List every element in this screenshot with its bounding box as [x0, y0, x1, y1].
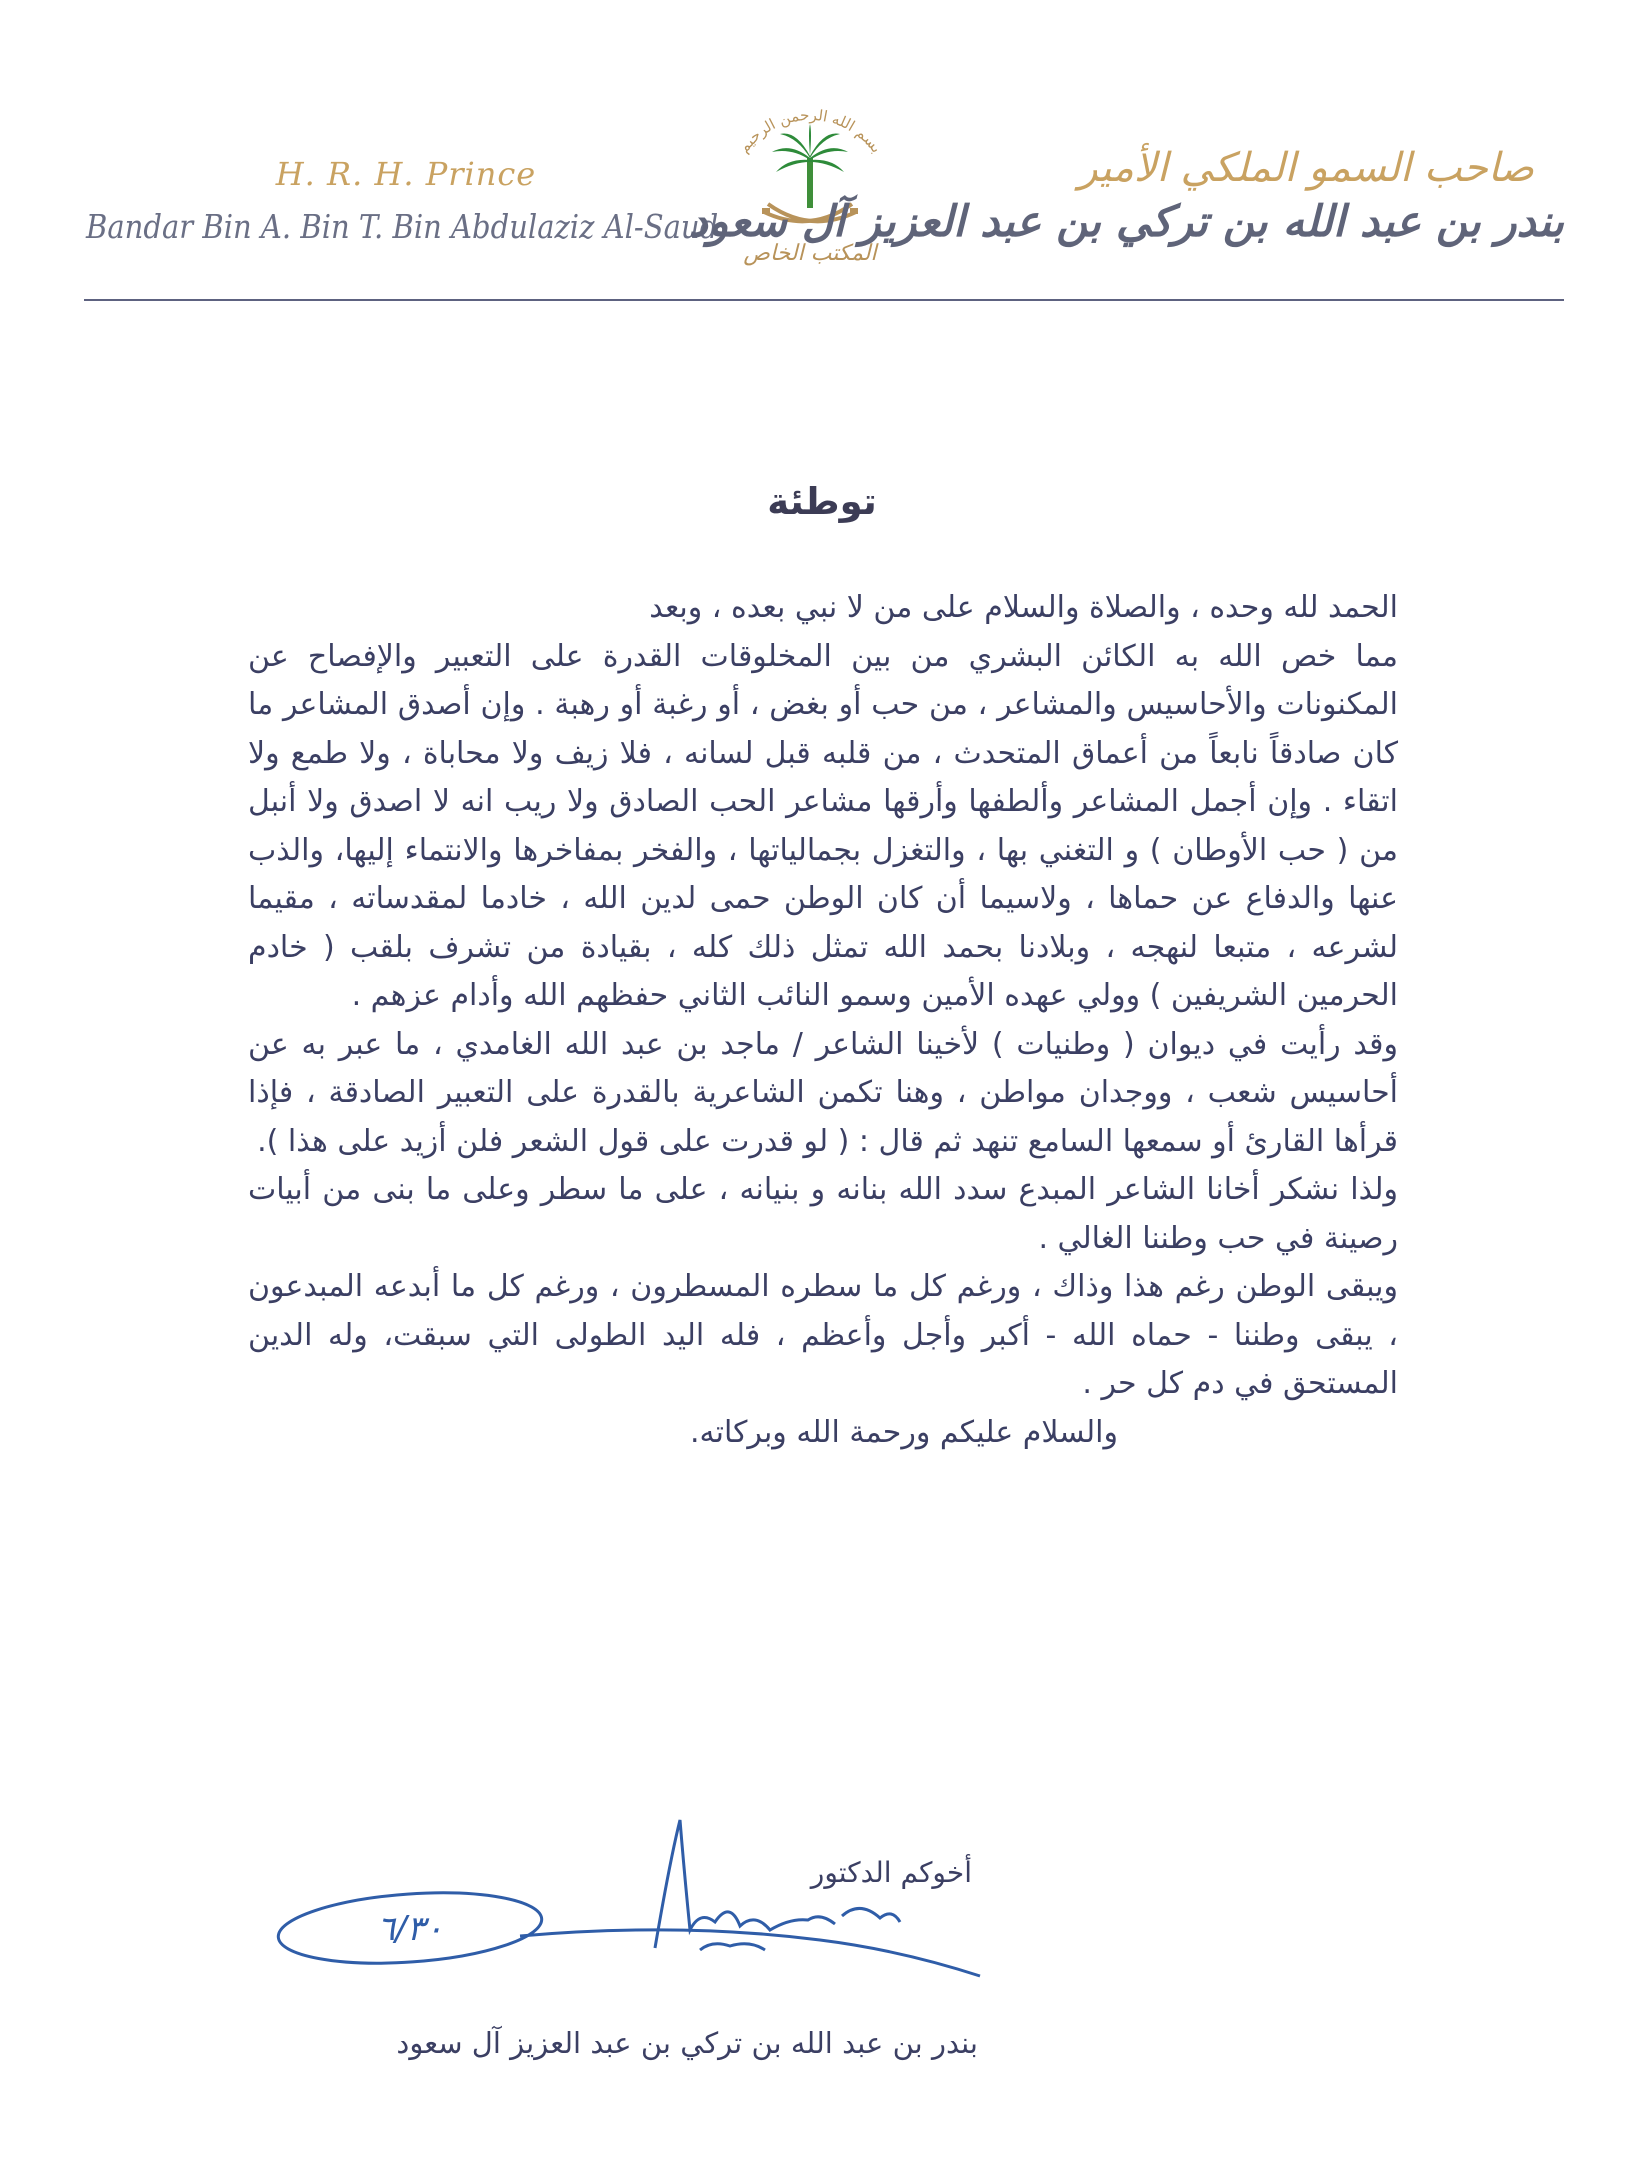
paragraph-homeland-love: مما خص الله به الكائن البشري من بين المخلوقات القدرة على التعبير والإفصاح عن المكنونات والأحاسيس والمشاعر ، من حب أو بغض ، أو رغبة أو رهبة . وإن أصدق المشاعر ما كان صادقاً نابعاً من أعماق المتحدث ، من قلبه قبل لسانه ، فلا زيف ولا محاباة ، ولا طمع ولا اتقاء . وإن أجمل المشاعر وألطفها وأرقها مشاعر الحب الصادق ولا ريب انه لا اصدق ولا أنبل من ( حب الأوطان ) و التغني بها ، والتغزل بجمالياتها ، والفخر بمفاخرها والانتماء إليها، والذب عنها والدفاع عن حماها ، ولاسيما أن كان الوطن حمى لدين الله ، خادما لمقدساته ، مقيما لشرعه ، متبعا لنهجه ، وبلادنا بحمد الله تمثل ذلك كله ، بقيادة من تشرف بلقب ( خادم الحرمين الشريفين ) وولي عهده الأمين وسمو النائب الثاني حفظهم الله وأدام عزهم . — [248, 638, 1398, 1013]
signature-intro: أخوكم الدكتور — [810, 1856, 972, 1889]
letterhead-english — [86, 155, 719, 246]
emblem-office-text: المكتب الخاص — [743, 241, 877, 266]
signature-block — [260, 1800, 1000, 2140]
letterhead-arabic — [688, 145, 1564, 247]
paragraph-homeland-remains: ويبقى الوطن رغم هذا وذاك ، ورغم كل ما سطره المسطرون ، ورغم كل ما أبدعه المبدعون ، يبقى وطننا - حماه الله - أكبر وأجل وأعظم ، فله اليد الطولى التي سبقت، وله الدين المستحق في دم كل حر . — [248, 1269, 1398, 1401]
signature-date-note: ٦/٣٠ — [376, 1909, 444, 1949]
handwritten-signature-icon — [260, 1800, 1000, 2030]
paragraph-opening: الحمد لله وحده ، والصلاة والسلام على من لا نبي بعده ، وبعد — [649, 590, 1398, 625]
paragraph-thanks: ولذا نشكر أخانا الشاعر المبدع سدد الله بنانه و بنيانه ، على ما سطر وعلى ما بنى من أبيات رصينة في حب وطننا الغالي . — [248, 1172, 1398, 1256]
letterhead-arabic-name: بندر بن عبد الله بن تركي بن عبد العزيز آل سعود — [688, 197, 1564, 247]
letterhead-english-name: Bandar Bin A. Bin T. Bin Abdulaziz Al-Saud — [86, 207, 719, 246]
palm-tree-icon — [772, 124, 848, 208]
paragraph-diwan: وقد رأيت في ديوان ( وطنيات ) لأخينا الشاعر / ماجد بن عبد الله الغامدي ، ما عبر به عن أحاسيس شعب ، ووجدان مواطن ، وهنا تكمن الشاعرية بالقدرة على التعبير الصادقة ، فإذا قرأها القارئ أو سمعها السامع تنهد ثم قال : ( لو قدرت على قول الشعر فلن أزيد على هذا ). — [248, 1026, 1398, 1159]
document-title: توطئة — [767, 480, 877, 523]
header-divider — [84, 299, 1564, 301]
saudi-palm-swords-emblem-icon — [710, 100, 910, 275]
letterhead — [0, 0, 1644, 310]
emblem-bismillah-text: بسم الله الرحمن الرحيم — [734, 105, 886, 157]
letter-body — [248, 584, 1398, 1457]
closing-greeting: والسلام عليكم ورحمة الله وبركاته. — [690, 1414, 1118, 1450]
letterhead-english-title: H. R. H. Prince — [275, 155, 537, 193]
signatory-name: بندر بن عبد الله بن تركي بن عبد العزيز آل سعود — [396, 2026, 978, 2060]
letterhead-arabic-title: صاحب السمو الملكي الأمير — [1078, 145, 1534, 191]
